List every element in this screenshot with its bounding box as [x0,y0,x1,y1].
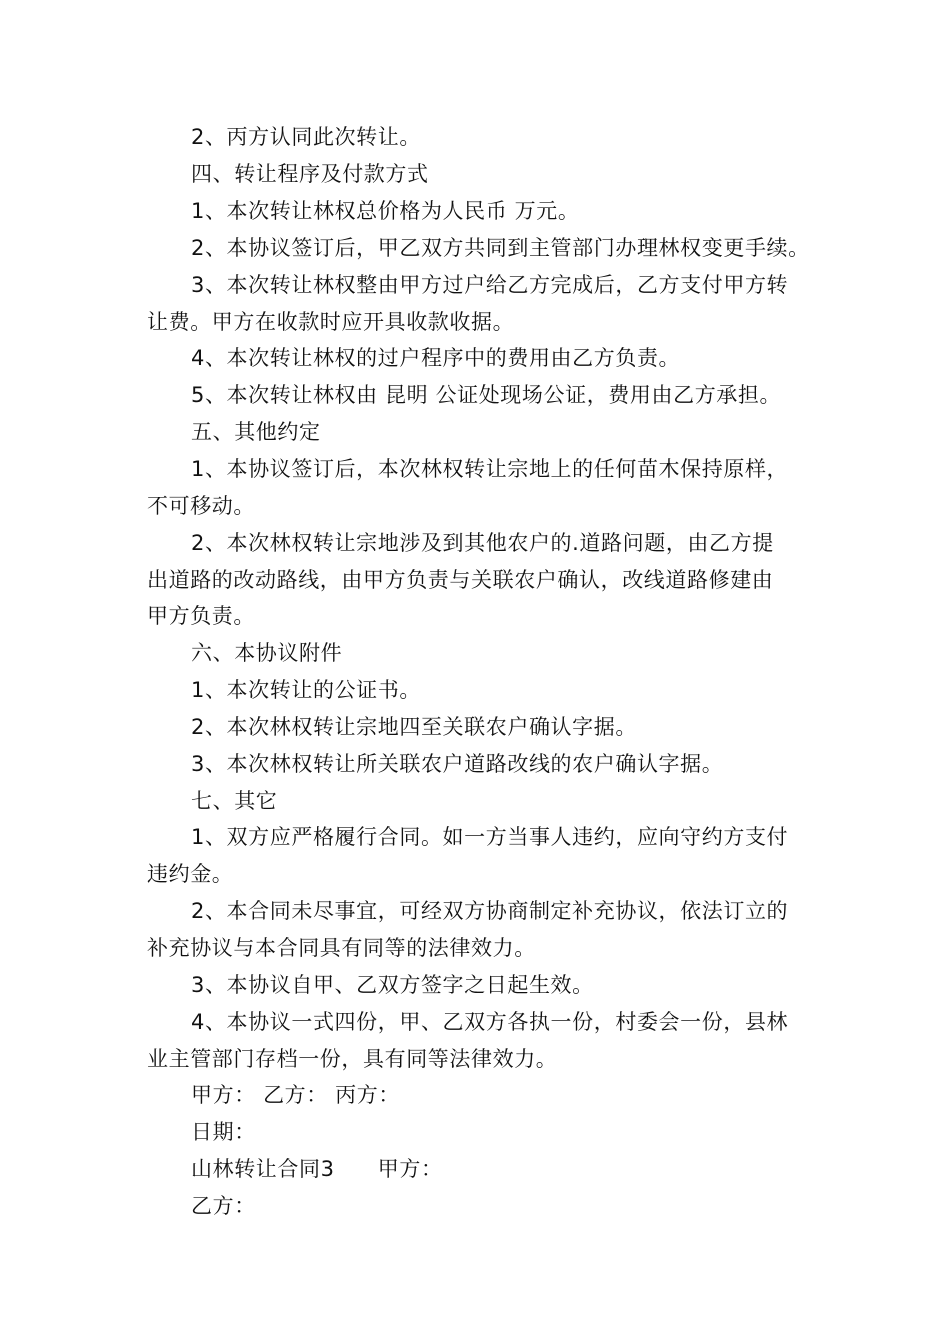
clause-line: 1、本次转让林权总价格为人民币 万元。 [191,199,580,223]
clause-line-continuation: 违约金。 [147,862,234,886]
party-line: 乙方： [191,1194,256,1218]
clause-line: 2、本次林权转让宗地涉及到其他农户的.道路问题，由乙方提 [191,531,774,555]
clause-line-continuation: 让费。甲方在收款时应开具收款收据。 [147,310,515,334]
section-heading: 四、转让程序及付款方式 [191,162,429,186]
clause-line: 2、本协议签订后，甲乙双方共同到主管部门办理林权变更手续。 [191,236,810,260]
clause-line: 3、本协议自甲、乙双方签字之日起生效。 [191,973,594,997]
date-line: 日期： [191,1120,256,1144]
signature-parties: 甲方： 乙方： 丙方： [191,1083,400,1107]
clause-line: 4、本协议一式四份，甲、乙双方各执一份，村委会一份，县林 [191,1010,789,1034]
clause-line: 1、本协议签订后，本次林权转让宗地上的任何苗木保持原样， [191,457,789,481]
section-heading: 五、其他约定 [191,420,321,444]
clause-line: 4、本次转让林权的过户程序中的费用由乙方负责。 [191,346,681,370]
clause-line: 1、双方应严格履行合同。如一方当事人违约，应向守约方支付 [191,825,789,849]
clause-line: 2、本次林权转让宗地四至关联农户确认字据。 [191,715,637,739]
clause-line: 2、本合同未尽事宜，可经双方协商制定补充协议，依法订立的 [191,899,789,923]
clause-line: 2、丙方认同此次转让。 [191,125,421,149]
clause-line: 3、本次转让林权整由甲方过户给乙方完成后，乙方支付甲方转 [191,273,789,297]
clause-line-continuation: 不可移动。 [147,494,255,518]
section-heading: 六、本协议附件 [191,641,343,665]
clause-line-continuation: 出道路的改动路线，由甲方负责与关联农户确认，改线道路修建由 [147,568,774,592]
section-heading: 七、其它 [191,789,278,813]
contract-title-line: 山林转让合同3 甲方： [191,1157,443,1181]
clause-line-continuation: 甲方负责。 [147,604,255,628]
clause-line: 1、本次转让的公证书。 [191,678,421,702]
clause-line: 3、本次林权转让所关联农户道路改线的农户确认字据。 [191,752,724,776]
clause-line-continuation: 业主管部门存档一份，具有同等法律效力。 [147,1047,558,1071]
clause-line: 5、本次转让林权由 昆明 公证处现场公证，费用由乙方承担。 [191,383,782,407]
clause-line-continuation: 补充协议与本合同具有同等的法律效力。 [147,936,536,960]
